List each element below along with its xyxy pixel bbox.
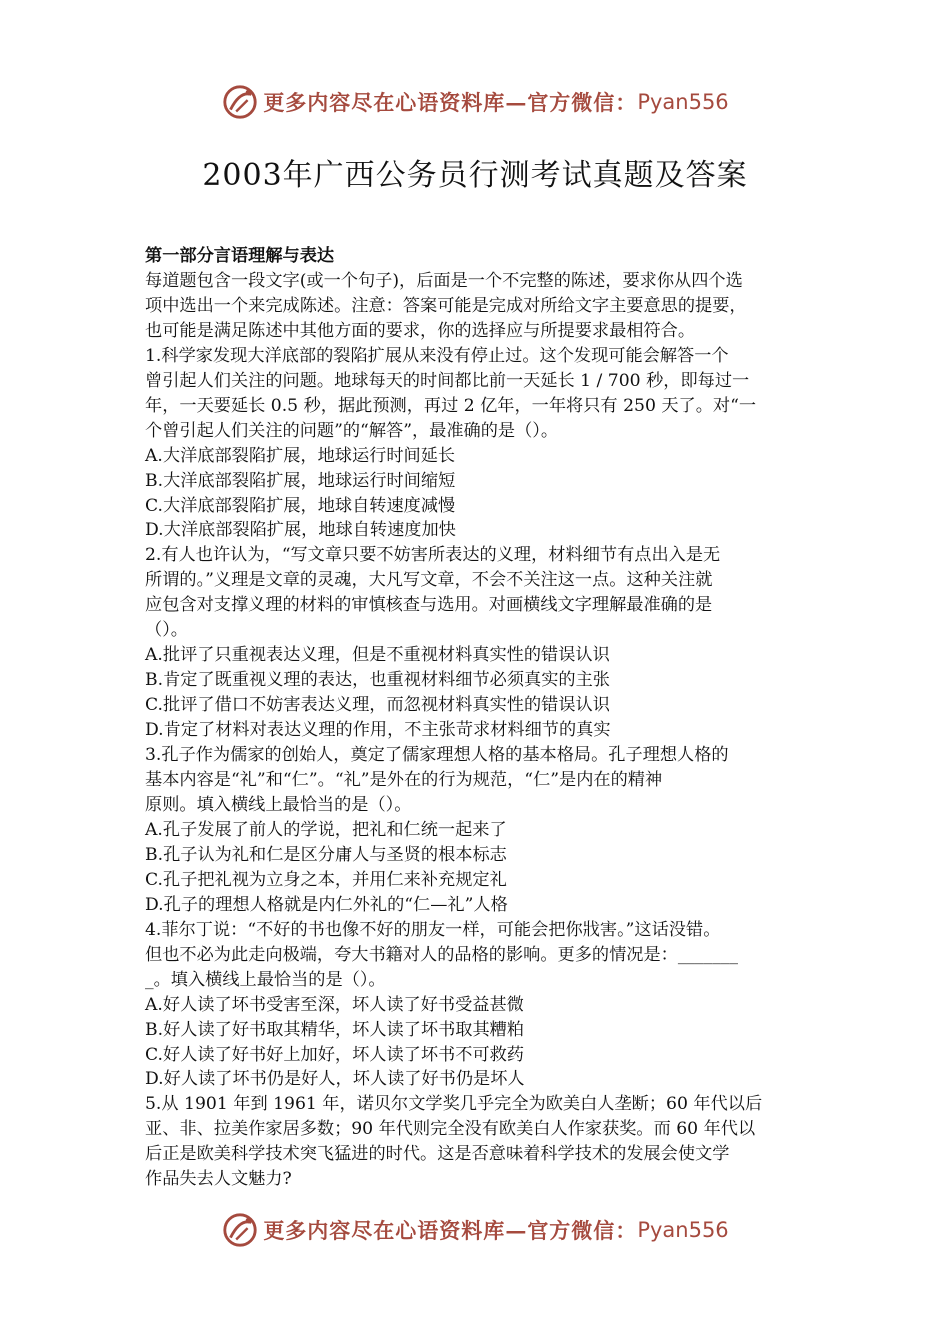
- question-1-line: 年，一天要延长 0.5 秒，据此预测，再过 2 亿年，一年将只有 250 天了。对“一: [145, 395, 757, 416]
- option-line: C.孔子把礼视为立身之本，并用仁来补充规定礼: [145, 869, 507, 890]
- option-line: D.孔子的理想人格就是内仁外礼的“仁—礼”人格: [145, 894, 508, 915]
- watermark-id: Pyan556: [637, 90, 729, 114]
- question-2-line: 所谓的。”义理是文章的灵魂，大凡写文章，不会不关注这一点。这种关注就: [145, 570, 713, 591]
- question-3-line: 基本内容是“礼”和“仁”。“礼”是外在的行为规范，“仁”是内在的精神: [145, 770, 663, 791]
- question-5-line: 后正是欧美科学技术突飞猛进的时代。这是否意味着科学技术的发展会使文学: [145, 1144, 730, 1165]
- question-3-line: 3.孔子作为儒家的创始人，奠定了儒家理想人格的基本格局。孔子理想人格的: [145, 745, 729, 766]
- option-line: B.大洋底部裂陷扩展，地球运行时间缩短: [145, 470, 456, 491]
- document-body: [145, 244, 825, 1192]
- watermark-main-text: 更多内容尽在心语资料库: [263, 1218, 506, 1243]
- option-line: A.孔子发展了前人的学说，把礼和仁统一起来了: [145, 819, 507, 840]
- text-line: 也可能是满足陈述中其他方面的要求，你的选择应与所提要求最相符合。: [145, 320, 696, 341]
- question-1-line: 曾引起人们关注的问题。地球每天的时间都比前一天延长 1 / 700 秒，即每过一: [145, 370, 750, 391]
- question-3-line: 原则。填入横线上最恰当的是（）。: [145, 794, 412, 815]
- logo-icon: [221, 1211, 259, 1249]
- question-1-line: 1.科学家发现大洋底部的裂陷扩展从来没有停止过。这个发现可能会解答一个: [145, 345, 729, 366]
- option-line: C.大洋底部裂陷扩展，地球自转速度减慢: [145, 495, 456, 516]
- option-line: A.批评了只重视表达义理，但是不重视材料真实性的错误认识: [145, 645, 610, 666]
- question-2-line: 应包含对支撑义理的材料的审慎核查与选用。对画横线文字理解最准确的是: [145, 595, 713, 616]
- header-watermark: [0, 82, 950, 122]
- watermark-label: 官方微信：: [527, 90, 638, 115]
- option-line: D.肯定了材料对表达义理的作用，不主张苛求材料细节的真实: [145, 720, 611, 741]
- question-2-line: （）。: [145, 620, 188, 641]
- text-line: 项中选出一个来完成陈述。注意：答案可能是完成对所给文字主要意思的提要，: [145, 295, 747, 316]
- watermark-label: 官方微信：: [527, 1218, 638, 1243]
- question-1-line: 个曾引起人们关注的问题”的“解答”，最准确的是（）。: [145, 420, 559, 441]
- option-line: A.大洋底部裂陷扩展，地球运行时间延长: [145, 445, 456, 466]
- logo-icon: [221, 83, 259, 121]
- watermark-dash: —: [505, 1217, 528, 1243]
- option-line: A.好人读了坏书受害至深，坏人读了好书受益甚微: [145, 994, 524, 1015]
- watermark-dash: —: [505, 89, 528, 115]
- option-line: B.好人读了好书取其精华，坏人读了坏书取其糟粕: [145, 1019, 525, 1040]
- text-line: 每道题包含一段文字(或一个句子)，后面是一个不完整的陈述，要求你从四个选: [145, 270, 743, 291]
- watermark-main-text: 更多内容尽在心语资料库: [263, 90, 506, 115]
- watermark-id: Pyan556: [637, 1218, 729, 1242]
- option-line: C.好人读了好书好上加好，坏人读了坏书不可救药: [145, 1044, 524, 1065]
- page-title: 2003年广西公务员行测考试真题及答案: [202, 158, 748, 193]
- option-line: B.肯定了既重视义理的表达，也重视材料细节必须真实的主张: [145, 670, 610, 691]
- section-heading: 第一部分言语理解与表达: [145, 246, 335, 266]
- question-4-line: 4.菲尔丁说：“不好的书也像不好的朋友一样，可能会把你戕害。”这话没错。: [145, 919, 721, 940]
- option-line: C.批评了借口不妨害表达义理，而忽视材料真实性的错误认识: [145, 695, 610, 716]
- question-5-line: 亚、非、拉美作家居多数；90 年代则完全没有欧美白人作家获奖。而 60 年代以: [145, 1119, 756, 1140]
- option-line: B.孔子认为礼和仁是区分庸人与圣贤的根本标志: [145, 844, 507, 865]
- option-line: D.大洋底部裂陷扩展，地球自转速度加快: [145, 520, 456, 541]
- question-4-line: _。填入横线上最恰当的是（）。: [145, 969, 386, 990]
- option-line: D.好人读了坏书仍是好人，坏人读了好书仍是坏人: [145, 1069, 525, 1090]
- question-4-line: 但也不必为此走向极端，夸大书籍对人的品格的影响。更多的情况是：_______: [145, 944, 738, 965]
- footer-watermark: [0, 1210, 950, 1250]
- question-2-line: 2.有人也许认为，“写文章只要不妨害所表达的义理，材料细节有点出入是无: [145, 545, 721, 566]
- question-5-line: 5.从 1901 年到 1961 年，诺贝尔文学奖几乎完全为欧美白人垄断；60 年代以后: [145, 1094, 763, 1115]
- question-5-line: 作品失去人文魅力?: [145, 1169, 292, 1190]
